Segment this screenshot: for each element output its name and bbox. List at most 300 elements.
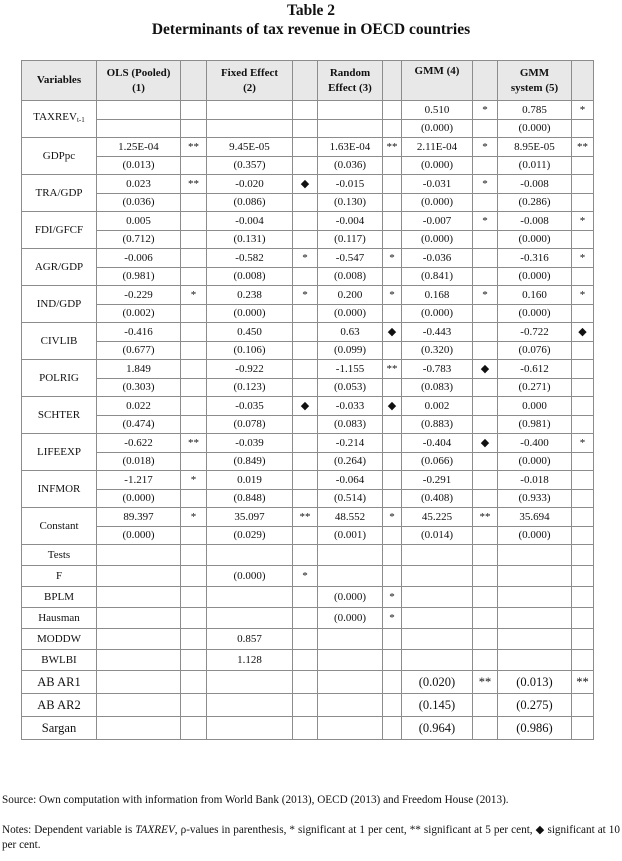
test-value-cell: [207, 587, 293, 608]
sig-cell: [572, 508, 594, 527]
sig-cell: ◆: [473, 360, 498, 379]
table-row: [22, 323, 594, 342]
sig-cell: [383, 717, 402, 740]
table-row: [22, 305, 594, 323]
table-row: [22, 286, 594, 305]
sig-cell: ◆: [293, 397, 318, 416]
test-value-cell: (0.964): [402, 717, 473, 740]
coef-cell: -0.035: [207, 397, 293, 416]
sig-cell: [181, 650, 207, 671]
test-value-cell: [318, 629, 383, 650]
pvalue-cell: (0.000): [498, 527, 572, 545]
test-value-cell: [207, 671, 293, 694]
sig-cell: [293, 608, 318, 629]
table-row: [22, 434, 594, 453]
sig-cell: *: [473, 175, 498, 194]
sig-cell: **: [181, 175, 207, 194]
sig-cell: *: [383, 249, 402, 268]
source-note: Source: Own computation with information from World Bank (2013), OECD (2013) and Freedom House (2013).: [2, 794, 509, 806]
pvalue-cell: (0.000): [402, 120, 473, 138]
sig-cell: ◆: [473, 434, 498, 453]
test-label: AB AR2: [22, 694, 97, 717]
coef-cell: 0.000: [498, 397, 572, 416]
coef-cell: 0.023: [97, 175, 181, 194]
sig-cell: [383, 212, 402, 231]
coef-cell: -0.229: [97, 286, 181, 305]
table-subtitle: Determinants of tax revenue in OECD countries: [151, 21, 471, 38]
pvalue-cell: (0.000): [97, 527, 181, 545]
pvalue-cell: (0.083): [402, 379, 473, 397]
sig-cell: [473, 717, 498, 740]
sig-cell: *: [473, 101, 498, 120]
coef-cell: -0.039: [207, 434, 293, 453]
sig-cell: [293, 629, 318, 650]
sig-cell: **: [181, 434, 207, 453]
sig-cell: ◆: [383, 397, 402, 416]
test-value-cell: [97, 608, 181, 629]
sig-cell: [473, 608, 498, 629]
test-value-cell: [318, 545, 383, 566]
coef-cell: 0.510: [402, 101, 473, 120]
sig-cell: ◆: [293, 175, 318, 194]
test-row: [22, 629, 594, 650]
sig-cell: **: [293, 508, 318, 527]
test-label: BWLBI: [22, 650, 97, 671]
sig-cell: [383, 694, 402, 717]
sig-cell: [383, 650, 402, 671]
sig-cell: **: [181, 138, 207, 157]
sig-cell: [293, 587, 318, 608]
test-value-cell: [97, 566, 181, 587]
test-label: Hausman: [22, 608, 97, 629]
variable-label: Constant: [22, 508, 97, 545]
pvalue-cell: (0.117): [318, 231, 383, 249]
test-value-cell: [498, 608, 572, 629]
sig-cell: **: [572, 138, 594, 157]
test-value-cell: (0.000): [207, 566, 293, 587]
results-table: [21, 60, 594, 740]
sig-cell: [473, 566, 498, 587]
coef-cell: -0.031: [402, 175, 473, 194]
sig-cell: [383, 545, 402, 566]
variable-label: FDI/GFCF: [22, 212, 97, 249]
table-row: [22, 471, 594, 490]
pvalue-cell: (0.000): [97, 490, 181, 508]
table-row: [22, 379, 594, 397]
sig-cell: *: [572, 286, 594, 305]
sig-cell: ◆: [383, 323, 402, 342]
sig-cell: *: [383, 587, 402, 608]
sig-cell: [383, 434, 402, 453]
test-value-cell: (0.275): [498, 694, 572, 717]
test-row: [22, 587, 594, 608]
pvalue-cell: (0.933): [498, 490, 572, 508]
coef-cell: 35.097: [207, 508, 293, 527]
test-row: [22, 694, 594, 717]
sig-cell: [572, 587, 594, 608]
sig-cell: [572, 608, 594, 629]
pvalue-cell: (0.841): [402, 268, 473, 286]
pvalue-cell: (0.002): [97, 305, 181, 323]
table-row: [22, 212, 594, 231]
test-value-cell: [498, 545, 572, 566]
sig-cell: **: [383, 138, 402, 157]
sig-cell: [383, 101, 402, 120]
sig-cell: [181, 694, 207, 717]
sig-cell: [181, 587, 207, 608]
sig-cell: *: [293, 566, 318, 587]
sig-cell: [572, 717, 594, 740]
sig-cell: [572, 694, 594, 717]
table-row: [22, 453, 594, 471]
coef-cell: -0.036: [402, 249, 473, 268]
pvalue-cell: (0.408): [402, 490, 473, 508]
coef-cell: -0.404: [402, 434, 473, 453]
test-value-cell: (0.020): [402, 671, 473, 694]
test-value-cell: [97, 717, 181, 740]
coef-cell: 0.450: [207, 323, 293, 342]
coef-cell: -0.291: [402, 471, 473, 490]
pvalue-cell: (0.849): [207, 453, 293, 471]
test-value-cell: [498, 587, 572, 608]
coef-cell: -0.004: [318, 212, 383, 231]
pvalue-cell: (0.000): [207, 305, 293, 323]
sig-cell: **: [473, 508, 498, 527]
sig-cell: *: [181, 471, 207, 490]
coef-cell: -0.316: [498, 249, 572, 268]
header-gmm: GMM (4): [402, 61, 473, 101]
test-label: BPLM: [22, 587, 97, 608]
coef-cell: -0.443: [402, 323, 473, 342]
test-value-cell: [402, 587, 473, 608]
header-row: [22, 61, 594, 101]
pvalue-cell: (0.036): [318, 157, 383, 175]
pvalue-cell: (0.981): [498, 416, 572, 434]
sig-cell: [181, 397, 207, 416]
pvalue-cell: (0.357): [207, 157, 293, 175]
coef-cell: [97, 101, 181, 120]
coef-cell: -0.416: [97, 323, 181, 342]
sig-cell: *: [181, 286, 207, 305]
test-value-cell: [97, 650, 181, 671]
coef-cell: -1.217: [97, 471, 181, 490]
sig-cell: [473, 650, 498, 671]
sig-cell: *: [473, 286, 498, 305]
coef-cell: -0.006: [97, 249, 181, 268]
sig-cell: *: [572, 212, 594, 231]
sig-cell: [473, 587, 498, 608]
pvalue-cell: (0.514): [318, 490, 383, 508]
test-label: Tests: [22, 545, 97, 566]
variable-label: SCHTER: [22, 397, 97, 434]
notes: Notes: Dependent variable is TAXREV, ρ-values in parenthesis, * significant at 1 per cent, ** significant at 5 per cent, ◆ significant at 10 per cent.: [2, 824, 620, 851]
coef-cell: [318, 101, 383, 120]
sig-cell: [293, 138, 318, 157]
coef-cell: 0.200: [318, 286, 383, 305]
coef-cell: 0.63: [318, 323, 383, 342]
sig-cell: ◆: [572, 323, 594, 342]
pvalue-cell: (0.008): [207, 268, 293, 286]
pvalue-cell: (0.000): [498, 453, 572, 471]
table-row: [22, 194, 594, 212]
coef-cell: -0.008: [498, 212, 572, 231]
test-row: [22, 671, 594, 694]
pvalue-cell: (0.264): [318, 453, 383, 471]
coef-cell: -0.612: [498, 360, 572, 379]
table-row: [22, 416, 594, 434]
pvalue-cell: (0.011): [498, 157, 572, 175]
table-row: [22, 508, 594, 527]
test-value-cell: [97, 694, 181, 717]
test-value-cell: [97, 629, 181, 650]
test-value-cell: [97, 671, 181, 694]
sig-cell: *: [473, 212, 498, 231]
test-value-cell: [97, 587, 181, 608]
table-row: [22, 175, 594, 194]
sig-cell: [572, 650, 594, 671]
header-variables: Variables: [22, 61, 97, 101]
test-value-cell: [498, 629, 572, 650]
pvalue-cell: (0.271): [498, 379, 572, 397]
sig-cell: [181, 323, 207, 342]
sig-cell: [473, 397, 498, 416]
sig-cell: *: [383, 608, 402, 629]
sig-cell: *: [181, 508, 207, 527]
test-row: [22, 650, 594, 671]
test-value-cell: [318, 717, 383, 740]
coef-cell: 1.63E-04: [318, 138, 383, 157]
test-value-cell: (0.013): [498, 671, 572, 694]
test-value-cell: [97, 545, 181, 566]
variable-label: LIFEEXP: [22, 434, 97, 471]
coef-cell: -0.547: [318, 249, 383, 268]
sig-cell: [181, 629, 207, 650]
variable-label: TRA/GDP: [22, 175, 97, 212]
test-value-cell: [207, 717, 293, 740]
sig-cell: [572, 629, 594, 650]
test-value-cell: [498, 650, 572, 671]
test-value-cell: [207, 694, 293, 717]
table-row: [22, 268, 594, 286]
table-row: [22, 138, 594, 157]
variable-label: POLRIG: [22, 360, 97, 397]
pvalue-cell: (0.018): [97, 453, 181, 471]
sig-cell: [181, 566, 207, 587]
pvalue-cell: (0.000): [498, 305, 572, 323]
sig-cell: *: [293, 286, 318, 305]
pvalue-cell: [97, 120, 181, 138]
test-value-cell: (0.000): [318, 608, 383, 629]
header-random-effect: Random Effect (3): [318, 61, 383, 101]
pvalue-cell: (0.066): [402, 453, 473, 471]
pvalue-cell: (0.000): [498, 120, 572, 138]
test-value-cell: (0.000): [318, 587, 383, 608]
variable-label: AGR/GDP: [22, 249, 97, 286]
sig-cell: [181, 101, 207, 120]
sig-cell: [572, 397, 594, 416]
sig-cell: *: [293, 249, 318, 268]
sig-cell: [181, 717, 207, 740]
variable-label: INFMOR: [22, 471, 97, 508]
pvalue-cell: (0.131): [207, 231, 293, 249]
test-row: [22, 566, 594, 587]
variable-label: $TAXREV_{t-1}$: [22, 101, 97, 138]
test-value-cell: [318, 650, 383, 671]
table-row: [22, 157, 594, 175]
coef-cell: -0.783: [402, 360, 473, 379]
sig-cell: [473, 471, 498, 490]
table-row: [22, 249, 594, 268]
sig-cell: **: [572, 671, 594, 694]
variable-label: CIVLIB: [22, 323, 97, 360]
sig-cell: [383, 175, 402, 194]
coef-cell: 45.225: [402, 508, 473, 527]
header-fixed-effect: Fixed Effect (2): [207, 61, 293, 101]
sig-cell: **: [383, 360, 402, 379]
coef-cell: -0.922: [207, 360, 293, 379]
table-row: [22, 397, 594, 416]
pvalue-cell: (0.677): [97, 342, 181, 360]
sig-cell: [572, 175, 594, 194]
coef-cell: -0.004: [207, 212, 293, 231]
pvalue-cell: (0.000): [402, 231, 473, 249]
pvalue-cell: (0.848): [207, 490, 293, 508]
test-value-cell: [318, 694, 383, 717]
sig-cell: **: [473, 671, 498, 694]
test-label: AB AR1: [22, 671, 97, 694]
sig-cell: [473, 323, 498, 342]
coef-cell: 0.002: [402, 397, 473, 416]
coef-cell: 89.397: [97, 508, 181, 527]
coef-cell: 1.25E-04: [97, 138, 181, 157]
test-value-cell: 1.128: [207, 650, 293, 671]
pvalue-cell: (0.053): [318, 379, 383, 397]
pvalue-cell: [318, 120, 383, 138]
test-value-cell: [402, 650, 473, 671]
sig-cell: [293, 717, 318, 740]
coef-cell: 35.694: [498, 508, 572, 527]
sig-cell: *: [383, 286, 402, 305]
coef-cell: -0.020: [207, 175, 293, 194]
test-value-cell: 0.857: [207, 629, 293, 650]
pvalue-cell: (0.303): [97, 379, 181, 397]
table-title: Table 2: [286, 2, 336, 19]
test-value-cell: [318, 566, 383, 587]
test-value-cell: (0.145): [402, 694, 473, 717]
pvalue-cell: (0.712): [97, 231, 181, 249]
coef-cell: -0.033: [318, 397, 383, 416]
sig-cell: *: [572, 101, 594, 120]
pvalue-cell: (0.099): [318, 342, 383, 360]
coef-cell: 48.552: [318, 508, 383, 527]
test-row: [22, 717, 594, 740]
sig-cell: [473, 629, 498, 650]
coef-cell: -0.015: [318, 175, 383, 194]
sig-cell: [473, 249, 498, 268]
test-value-cell: [498, 566, 572, 587]
sig-cell: [293, 360, 318, 379]
sig-cell: [293, 471, 318, 490]
pvalue-cell: (0.320): [402, 342, 473, 360]
coef-cell: -0.214: [318, 434, 383, 453]
coef-cell: [207, 101, 293, 120]
sig-cell: [293, 101, 318, 120]
test-value-cell: [318, 671, 383, 694]
sig-cell: [383, 566, 402, 587]
sig-cell: [383, 629, 402, 650]
pvalue-cell: (0.000): [498, 231, 572, 249]
coef-cell: 0.168: [402, 286, 473, 305]
sig-cell: [473, 694, 498, 717]
table-row: [22, 490, 594, 508]
sig-cell: [181, 212, 207, 231]
coef-cell: 9.45E-05: [207, 138, 293, 157]
table-row: [22, 231, 594, 249]
sig-cell: *: [383, 508, 402, 527]
sig-cell: [572, 545, 594, 566]
sig-cell: [293, 212, 318, 231]
pvalue-cell: [207, 120, 293, 138]
coef-cell: 8.95E-05: [498, 138, 572, 157]
sig-cell: [572, 360, 594, 379]
coef-cell: -1.155: [318, 360, 383, 379]
test-label: MODDW: [22, 629, 97, 650]
pvalue-cell: (0.000): [402, 157, 473, 175]
test-value-cell: [207, 545, 293, 566]
test-value-cell: [402, 629, 473, 650]
pvalue-cell: (0.036): [97, 194, 181, 212]
test-row: [22, 545, 594, 566]
sig-cell: [572, 566, 594, 587]
test-label: Sargan: [22, 717, 97, 740]
pvalue-cell: (0.029): [207, 527, 293, 545]
pvalue-cell: (0.076): [498, 342, 572, 360]
pvalue-cell: (0.130): [318, 194, 383, 212]
sig-cell: [181, 360, 207, 379]
pvalue-cell: (0.078): [207, 416, 293, 434]
pvalue-cell: (0.000): [402, 194, 473, 212]
table-row: [22, 360, 594, 379]
coef-cell: 2.11E-04: [402, 138, 473, 157]
coef-cell: 0.019: [207, 471, 293, 490]
pvalue-cell: (0.286): [498, 194, 572, 212]
pvalue-cell: (0.000): [402, 305, 473, 323]
test-value-cell: [402, 566, 473, 587]
test-value-cell: (0.986): [498, 717, 572, 740]
pvalue-cell: (0.014): [402, 527, 473, 545]
sig-cell: *: [572, 249, 594, 268]
coef-cell: -0.007: [402, 212, 473, 231]
pvalue-cell: (0.008): [318, 268, 383, 286]
test-row: [22, 608, 594, 629]
header-gmm-system: GMM system (5): [498, 61, 572, 101]
sig-cell: [473, 545, 498, 566]
sig-cell: [293, 650, 318, 671]
pvalue-cell: (0.001): [318, 527, 383, 545]
coef-cell: -0.582: [207, 249, 293, 268]
pvalue-cell: (0.086): [207, 194, 293, 212]
coef-cell: 1.849: [97, 360, 181, 379]
coef-cell: -0.064: [318, 471, 383, 490]
pvalue-cell: (0.123): [207, 379, 293, 397]
coef-cell: 0.022: [97, 397, 181, 416]
test-value-cell: [402, 545, 473, 566]
table-row: [22, 120, 594, 138]
pvalue-cell: (0.474): [97, 416, 181, 434]
sig-cell: [383, 471, 402, 490]
coef-cell: 0.238: [207, 286, 293, 305]
coef-cell: -0.722: [498, 323, 572, 342]
